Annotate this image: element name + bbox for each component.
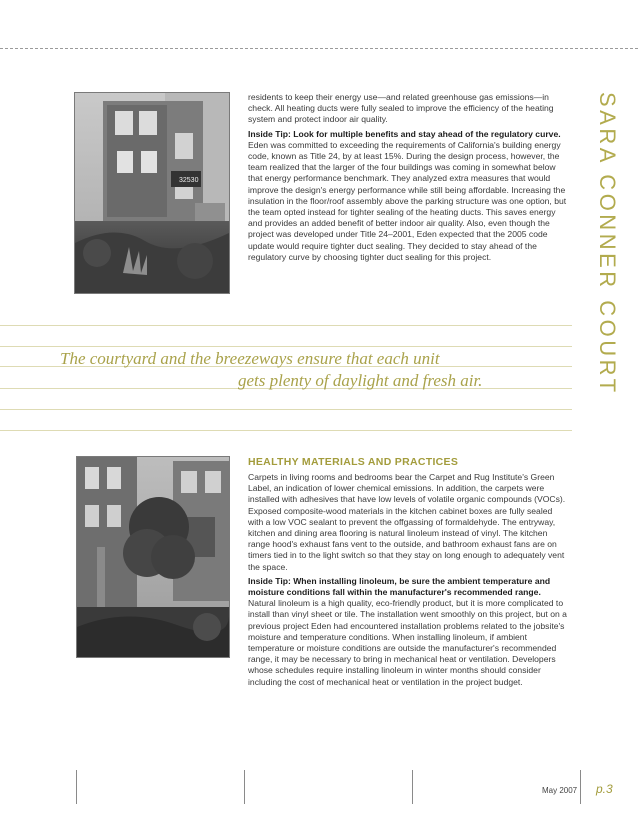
inside-tip-label: Inside Tip: Look for multiple benefits and stay ahead of the regulatory curve. <box>248 128 561 139</box>
footer-divider <box>580 770 581 804</box>
section1-paragraph: residents to keep their energy use—and related greenhouse gas emissions—in check. All heating ducts were fully sealed to improve the efficiency of the heating system and protect indoor air quality. <box>248 92 554 125</box>
section2-heading: HEALTHY MATERIALS AND PRACTICES <box>248 456 459 468</box>
section1-body <box>248 92 568 266</box>
pull-quote-line1: The courtyard and the breezeways ensure that each unit <box>60 349 440 368</box>
rule-line <box>0 430 572 431</box>
section2-body <box>248 472 568 691</box>
rule-line <box>0 346 572 347</box>
side-title: SARA CONNER COURT <box>595 92 620 396</box>
address-sign-text: 32530 <box>179 177 199 184</box>
rule-line <box>0 325 572 326</box>
inside-tip-label: Inside Tip: When installing linoleum, be sure the ambient temperature and moisture conditions fall within the manufacturer's recommended range. <box>248 575 551 598</box>
page-number: p.3 <box>596 782 613 796</box>
rule-line <box>0 409 572 410</box>
footer-date: May 2007 <box>542 786 578 795</box>
section2-paragraph: Inside Tip: When installing linoleum, be sure the ambient temperature and moisture conditions fall within the manufacturer's recommended range. Natural linoleum is a high quality, eco-friendly product, but it is more complicated to install than vinyl sheet or tile. The installation went smoothly on this project, but on a previous project Eden had encountered installation problems related to the jobsite's moisture and temperature conditions. When installing linoleum, if ambient temperature or moisture conditions are outside the manufacturer's recommended range, it may be necessary to bring in mechanical heat or ventilation. Developers whose schedules require installing linoleum in winter months should consider including the cost of mechanical heat or ventilation in the project budget. <box>248 575 567 687</box>
pull-quote-line2: gets plenty of daylight and fresh air. <box>238 371 483 390</box>
footer-divider <box>76 770 77 804</box>
section2-paragraph: Carpets in living rooms and bedrooms bear the Carpet and Rug Institute's Green Label, an indication of lower chemical emissions. In addition, the carpets were installed with adhesives that have low levels of volatile organic compounds (VOCs). Exposed composite-wood materials in the kitchen cabinet boxes are fully sealed with a low VOC sealant to prevent the offgassing of formaldehyde. The entryway, kitchen and dining area flooring is natural linoleum instead of vinyl. The kitchen range hood's exhaust fans vent to the outside, and bathroom exhaust fans are on timers tied in to the light switch so that they stay on long enough to adequately vent the space. <box>248 472 566 572</box>
footer-divider <box>412 770 413 804</box>
building-photo <box>74 92 230 294</box>
section1-paragraph: Inside Tip: Look for multiple benefits and stay ahead of the regulatory curve. Eden was committed to exceeding the requirements of California's building energy code, known as Title 24, by at least 15%. During the design process, however, the team realized that the larger of the four buildings was coming in somewhat below that energy performance benchmark. They analyzed extra measures that would improve the design's energy performance while still being affordable. Increasing the insulation in the floor/roof assembly above the parking structure was one option, but the team opted instead for tighter sealing of the heating ducts. This saves energy and provides an added benefit of better indoor air quality. Also, even though the project was developed under Title 24–2001, Eden expected that the 2005 code update would require tighter duct sealing. They decided to stay ahead of the regulatory curve by choosing tighter duct sealing for this project. <box>248 128 567 262</box>
breezeway-photo <box>76 456 230 658</box>
footer-divider <box>244 770 245 804</box>
top-dashed-rule <box>0 48 638 49</box>
